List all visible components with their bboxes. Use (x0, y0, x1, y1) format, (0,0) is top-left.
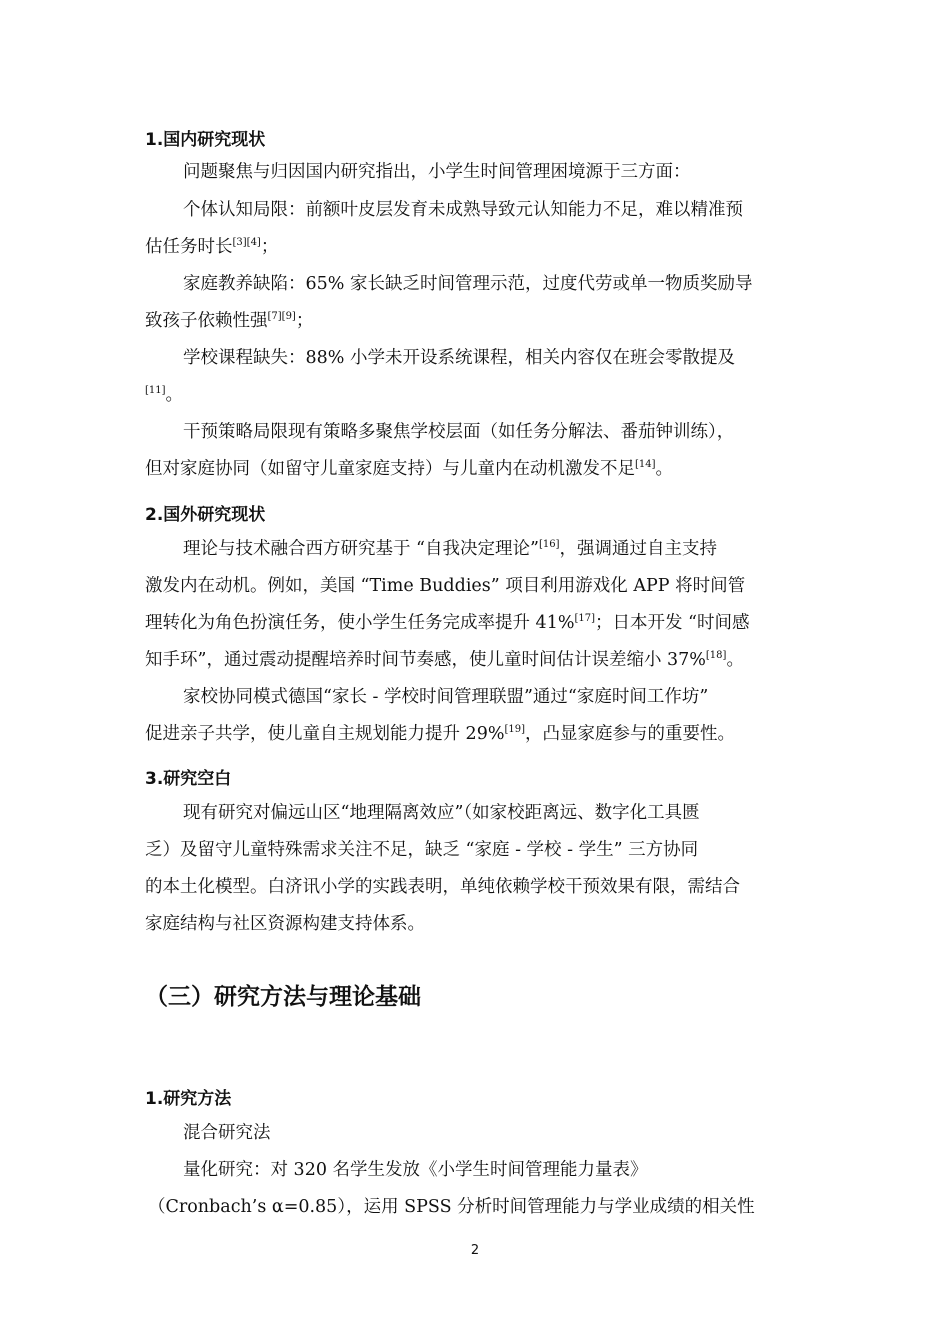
text-run: ，凸显家庭参与的重要性。 (525, 724, 735, 744)
text-run: 。 (165, 385, 184, 405)
paragraph-line: （Cronbach’s α=0.85），运用 SPSS 分析时间管理能力与学业成绩的相关性 (148, 1197, 755, 1217)
section-heading-foreign: 2.国外研究现状 (145, 505, 266, 525)
paragraph-line: 问题聚焦与归因国内研究指出，小学生时间管理困境源于三方面： (183, 162, 691, 182)
text-run: ，强调通过自主支持 (559, 539, 717, 559)
text-run: 。 (726, 650, 744, 670)
citation: [16] (538, 539, 560, 550)
paragraph-line: 混合研究法 (183, 1123, 271, 1143)
text-run: 。 (655, 459, 674, 479)
citation: [11] (145, 385, 166, 396)
section-heading-domestic: 1.国内研究现状 (145, 130, 266, 150)
section-heading-research-gap: 3.研究空白 (145, 769, 232, 789)
paragraph-line (145, 457, 673, 481)
citation: [14] (635, 459, 656, 470)
paragraph-line (145, 309, 313, 333)
paragraph-line (145, 235, 278, 259)
citation: [19] (504, 724, 525, 735)
paragraph-line: 现有研究对偏远山区“地理隔离效应”（如家校距离远、数字化工具匮 (183, 803, 700, 823)
paragraph-line: 个体认知局限：前额叶皮层发育未成熟导致元认知能力不足，难以精准预 (183, 200, 743, 220)
paragraph-line: 量化研究：对 320 名学生发放《小学生时间管理能力量表》 (183, 1160, 648, 1180)
citation: [18] (705, 650, 727, 661)
text-run: ； (260, 237, 279, 257)
text-run: 知手环”，通过震动提醒培养时间节奏感，使儿童时间估计误差缩小 37% (145, 650, 706, 670)
page-number: 2 (470, 1243, 480, 1258)
section-heading-methods: 1.研究方法 (145, 1089, 232, 1109)
text-run: 理论与技术融合西方研究基于 “自我决定理论” (183, 539, 539, 559)
paragraph-line (145, 722, 735, 746)
text-run: 致孩子依赖性强 (145, 311, 268, 331)
paragraph-line: 学校课程缺失：88% 小学未开设系统课程，相关内容仅在班会零散提及 (183, 348, 735, 368)
paragraph-line (145, 383, 183, 407)
paragraph-line: 干预策略局限现有策略多聚焦学校层面（如任务分解法、番茄钟训练）， (183, 422, 735, 442)
citation: [17] (574, 613, 595, 624)
paragraph-line: 的本土化模型。白济讯小学的实践表明，单纯依赖学校干预效果有限，需结合 (145, 877, 740, 897)
chapter-heading: （三）研究方法与理论基础 (145, 984, 421, 1010)
citation: [3][4] (232, 237, 261, 248)
text-run: 估任务时长 (145, 237, 233, 257)
text-run: ；日本开发 “时间感 (595, 613, 750, 633)
paragraph-line: 乏）及留守儿童特殊需求关注不足，缺乏 “家庭 - 学校 - 学生” 三方协同 (145, 840, 699, 860)
text-run: 促进亲子共学，使儿童自主规划能力提升 29% (145, 724, 505, 744)
citation: [7][9] (267, 311, 296, 322)
paragraph-line (145, 648, 744, 672)
paragraph-line: 家庭教养缺陷：65% 家长缺乏时间管理示范，过度代劳或单一物质奖励导 (183, 274, 753, 294)
paragraph-line (145, 611, 750, 635)
text-run: 理转化为角色扮演任务，使小学生任务完成率提升 41% (145, 613, 575, 633)
paragraph-line (183, 537, 717, 561)
paragraph-line: 家庭结构与社区资源构建支持体系。 (145, 914, 425, 934)
paragraph-line: 激发内在动机。例如，美国 “Time Buddies” 项目利用游戏化 APP 将时间管 (145, 576, 746, 596)
text-run: 但对家庭协同（如留守儿童家庭支持）与儿童内在动机激发不足 (145, 459, 635, 479)
paragraph-line: 家校协同模式德国“家长 - 学校时间管理联盟”通过“家庭时间工作坊” (183, 687, 709, 707)
text-run: ； (295, 311, 314, 331)
